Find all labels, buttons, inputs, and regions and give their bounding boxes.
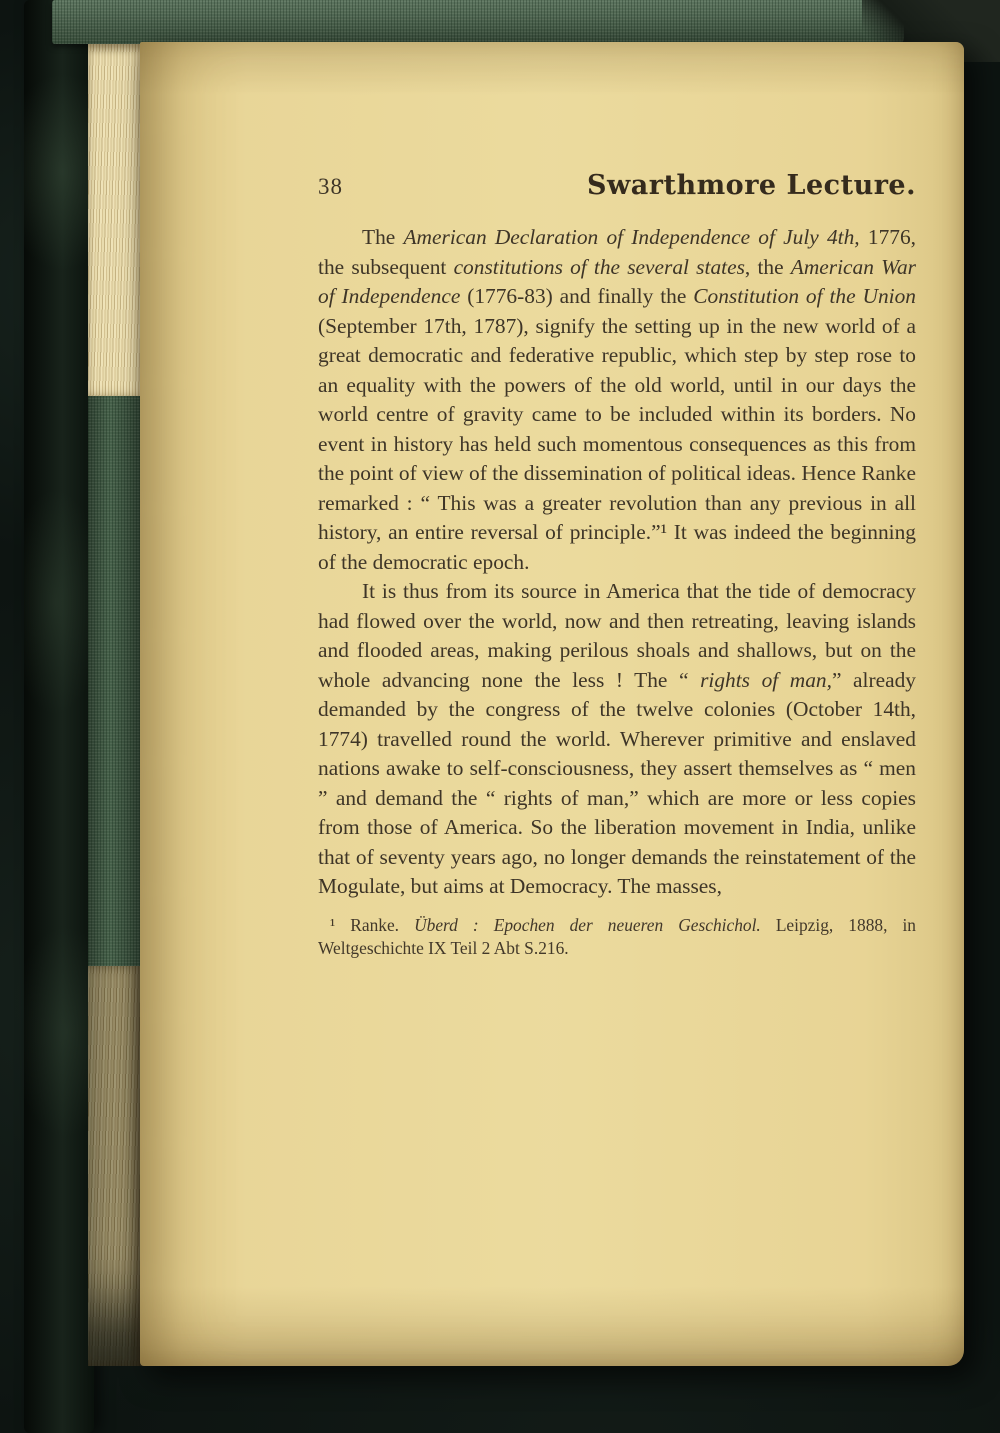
book-spine — [24, 0, 94, 1433]
running-header: Swarthmore Lecture. — [587, 170, 916, 201]
running-head — [318, 170, 916, 201]
page-number: 38 — [318, 174, 343, 199]
page-text-block — [318, 170, 916, 960]
hinge-cloth — [88, 396, 142, 966]
footnote: ¹ Ranke. Überd : Epochen der neueren Geschichol. Leipzig, 1888, in Weltgeschichte IX Teil 2 Abt S.216. — [318, 914, 916, 958]
book-page — [140, 42, 964, 1366]
page-edges-top — [88, 44, 146, 396]
paragraph-1: The American Declaration of Independence of July 4th, 1776, the subsequent constitutions of the several states, the American War of Independence (1776-83) and finally the Constitution of the Union (September 17th, 1787), signify the setting up in the new world of a great democratic and federative republic, which step by step rose to an equality with the powers of the old world, until in our days the world centre of gravity came to be included within its borders. No event in history has held such momentous consequences as this from the point of view of the dissemination of political ideas. Hence Ranke remarked : “ This was a greater revolution than any previous in all history, an entire reversal of principle.”¹ It was indeed the beginning of the democratic epoch. — [318, 225, 916, 574]
page-edges-bottom — [88, 966, 144, 1366]
paragraph-2: It is thus from its source in America that the tide of democracy had flowed over the world, now and then retreating, leaving islands and flooded areas, making perilous shoals and shallows, but on the whole advancing none the less ! The “ rights of man,” already demanded by the congress of the twelve colonies (October 14th, 1774) travelled round the world. Wherever primitive and enslaved nations awake to self-consciousness, they assert themselves as “ men ” and demand the “ rights of man,” which are more or less copies from those of America. So the liberation movement in India, unlike that of seventy years ago, no longer demands the reinstatement of the Mogulate, but aims at Democracy. The masses, — [318, 579, 916, 898]
book-cover-cloth-top — [52, 0, 904, 44]
body-text — [318, 223, 916, 902]
